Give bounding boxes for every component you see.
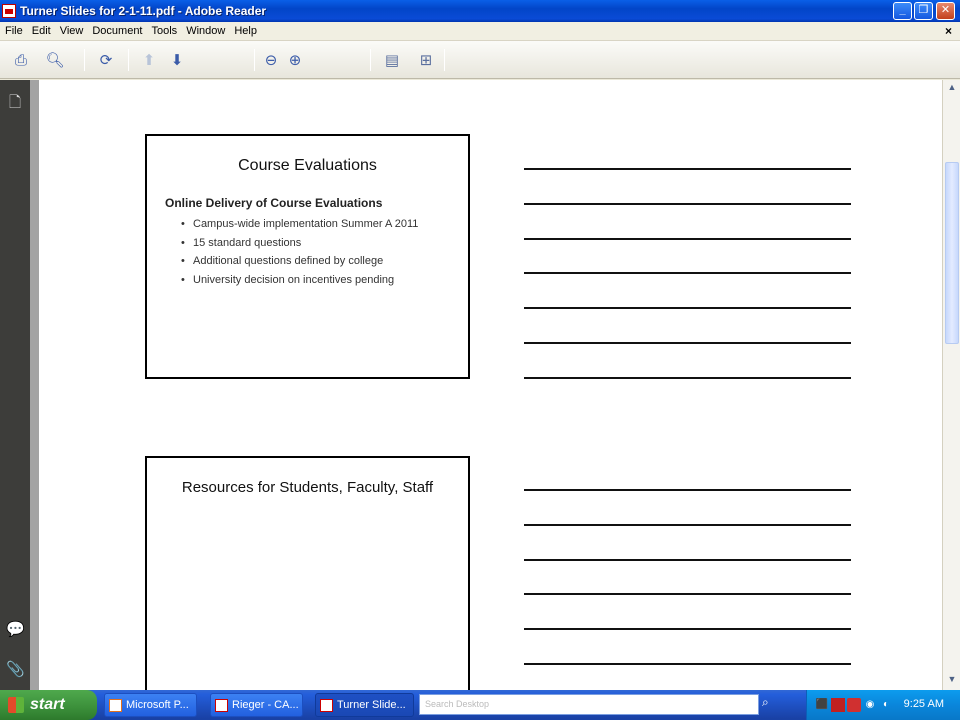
slide-subtitle: Online Delivery of Course Evaluations [165, 196, 383, 210]
bullet-item: • 15 standard questions [181, 234, 418, 253]
window-title: Turner Slides for 2-1-11.pdf - Adobe Reader [20, 4, 267, 18]
toolbar-separator [128, 49, 129, 71]
toolbar-separator [254, 49, 255, 71]
note-line [524, 238, 851, 240]
note-line [524, 524, 851, 526]
menu-tools[interactable]: Tools [151, 25, 178, 37]
print-icon[interactable]: ⎙ [14, 51, 27, 69]
note-line [524, 377, 851, 379]
document-view[interactable] [30, 80, 942, 690]
bullet-item: • Additional questions defined by college [181, 252, 418, 271]
restore-button[interactable]: ❐ [914, 2, 933, 20]
navigation-panel [0, 80, 30, 690]
menu-view[interactable]: View [59, 25, 84, 37]
windows-logo-icon [8, 697, 24, 713]
slide-thumbnail [145, 456, 470, 690]
note-line [524, 489, 851, 491]
note-line [524, 593, 851, 595]
taskbar-item-label: Turner Slide... [337, 699, 406, 711]
pdf-app-icon [2, 4, 16, 18]
pdf-page [39, 80, 942, 690]
scroll-up-icon[interactable]: ▲ [947, 82, 957, 92]
acrobat-tray-icon[interactable]: ⬛ [815, 699, 829, 710]
next-page-icon[interactable]: ⬇ [170, 52, 184, 69]
volume-icon[interactable]: ◐ [882, 699, 890, 710]
toolbar-separator [444, 49, 445, 71]
close-button[interactable]: ✕ [936, 2, 955, 20]
network-icon[interactable]: ◉ [865, 699, 875, 710]
menu-help[interactable]: Help [234, 25, 257, 37]
pdf-icon [215, 699, 228, 712]
toolbar [0, 41, 960, 79]
note-line [524, 307, 851, 309]
slide-title: Course Evaluations [238, 157, 377, 174]
taskbar-item[interactable] [104, 693, 197, 717]
powerpoint-icon [109, 699, 122, 712]
note-line [524, 663, 851, 665]
vertical-scrollbar[interactable] [942, 80, 960, 690]
start-button[interactable] [0, 690, 97, 720]
slide-thumbnail [145, 134, 470, 379]
menu-edit[interactable]: Edit [31, 25, 51, 37]
bullet-item: • Campus-wide implementation Summer A 2011 [181, 215, 418, 234]
antivirus-tray-icon[interactable] [831, 698, 845, 712]
note-line [524, 628, 851, 630]
search-icon[interactable]: ⌕ [762, 695, 769, 709]
desktop-search-input[interactable]: Search Desktop [419, 694, 759, 715]
note-line [524, 559, 851, 561]
pdf-icon [320, 699, 333, 712]
shield-icon[interactable] [847, 698, 861, 712]
taskbar-item[interactable] [315, 693, 414, 717]
system-tray [806, 690, 960, 720]
taskbar [0, 690, 960, 720]
scrollbar-thumb[interactable] [945, 162, 959, 344]
attachments-icon[interactable]: 📎 [6, 661, 25, 678]
note-line [524, 342, 851, 344]
print-preview-icon[interactable]: 🔍︎ [45, 52, 65, 69]
taskbar-item[interactable] [210, 693, 303, 717]
bullet-item: • University decision on incentives pending [181, 271, 418, 290]
taskbar-item-label: Microsoft P... [126, 699, 189, 711]
zoom-in-icon[interactable]: ⊕ [288, 52, 302, 69]
pages-icon[interactable]: 🗋 [8, 94, 22, 111]
menu-file[interactable]: File [5, 25, 23, 37]
toolbar-separator [84, 49, 85, 71]
note-line [524, 203, 851, 205]
previous-page-icon[interactable]: ⬆ [142, 52, 156, 69]
note-line [524, 272, 851, 274]
close-document-icon[interactable]: × [944, 24, 952, 38]
title-bar[interactable] [0, 0, 960, 22]
minimize-button[interactable]: _ [893, 2, 912, 20]
comments-icon[interactable]: 💬 [6, 621, 25, 638]
menu-bar [0, 22, 960, 41]
note-line [524, 168, 851, 170]
menu-document[interactable]: Document [92, 25, 143, 37]
clock: 9:25 AM [903, 698, 944, 710]
menu-window[interactable]: Window [186, 25, 226, 37]
toolbar-separator [370, 49, 371, 71]
start-label: start [30, 696, 65, 713]
taskbar-item-label: Rieger - CA... [232, 699, 299, 711]
scroll-down-icon[interactable]: ▼ [947, 674, 957, 684]
share-icon[interactable]: ⟳ [99, 52, 113, 69]
fit-width-icon[interactable]: ⊞ [419, 52, 433, 69]
slide-bullet-list [181, 215, 418, 289]
fit-page-icon[interactable]: ▤ [384, 52, 400, 69]
slide-title: Resources for Students, Faculty, Staff [181, 479, 434, 496]
zoom-out-icon[interactable]: ⊖ [264, 52, 278, 69]
